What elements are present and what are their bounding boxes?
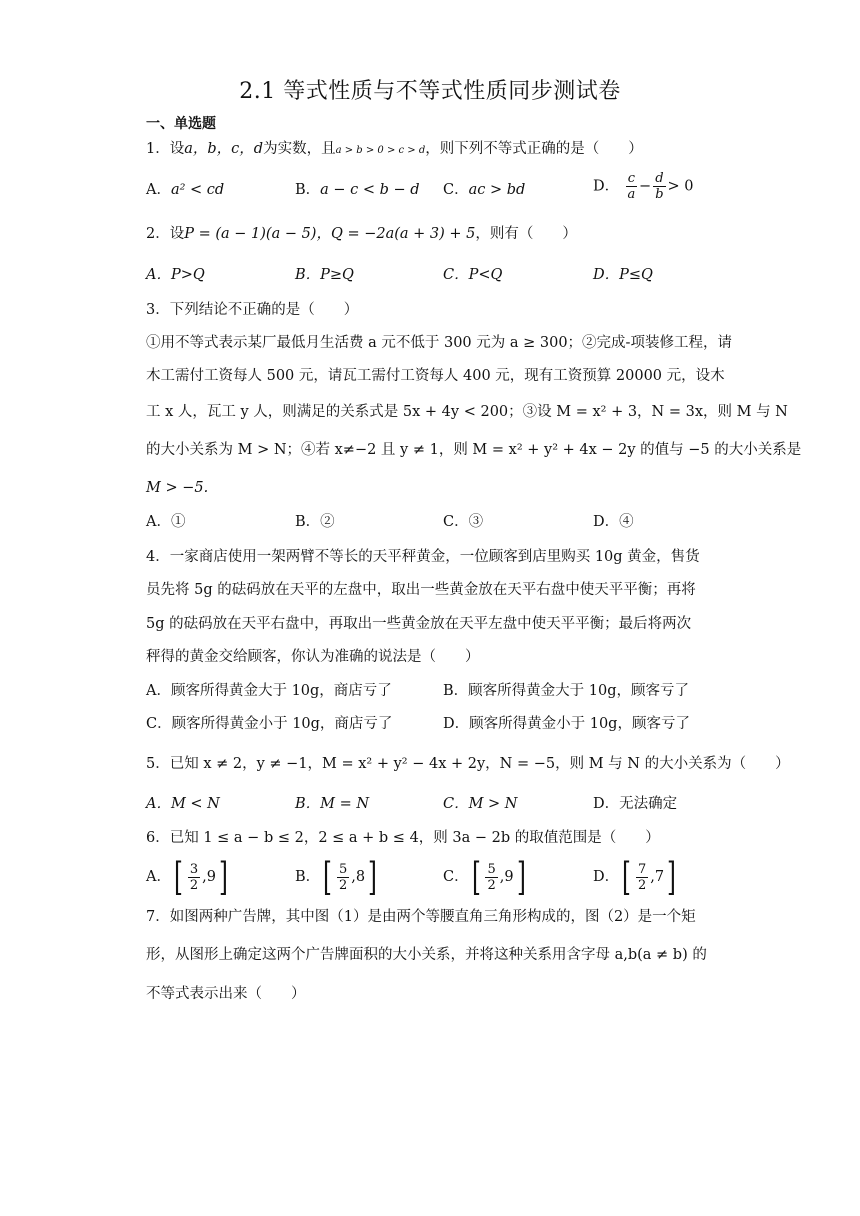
q6-b-right: ,8 (351, 869, 366, 885)
question-2-stem (146, 224, 726, 244)
q6-option-d[interactable]: D． [ $\frac{7}{2}$ ,7 ] (593, 855, 676, 899)
q3-option-c[interactable]: C．③ (443, 514, 484, 530)
q3-option-a[interactable]: A．① (146, 514, 186, 530)
q1-option-c-expr: ac > bd (468, 182, 526, 198)
q1-option-c[interactable] (443, 180, 525, 200)
q6-option-c-label: C． (443, 869, 469, 885)
q6-option-c[interactable]: C． [ $\frac{5}{2}$ ,9 ] (443, 855, 526, 899)
q6-d-right: ,7 (650, 869, 665, 885)
q6-a-right: ,9 (202, 869, 216, 885)
question-4-line-1: 4．一家商店使用一架两臂不等长的天平秤黄金，一位顾客到店里购买 10g 黄金，售货 (146, 549, 700, 565)
page-title: 2.1 等式性质与不等式性质同步测试卷 (239, 79, 621, 104)
q3-line-3: 工 x 人，瓦工 y 人，则满足的关系式是 5x + 4y < 200；③设 M = x² + 3，N = 3x，则 M 与 N (146, 404, 788, 420)
q6-c-right: ,9 (499, 869, 514, 885)
fraction-d-over-b: $\frac{d}{b}$ (655, 171, 664, 202)
q1-option-b[interactable] (295, 180, 420, 200)
q4-option-d[interactable]: D．顾客所得黄金小于 10g，顾客亏了 (443, 716, 690, 732)
q1-option-a-expr: a² < cd (170, 182, 225, 198)
q2-expr: P = (a − 1)(a − 5)，Q = −2a(a + 3) + 5 (184, 226, 476, 242)
q1-option-b-expr: a − c < b − d (320, 182, 420, 198)
question-7-line-1: 7．如图两种广告牌，其中图（1）是由两个等腰直角三角形构成的，图（2）是一个矩 (146, 909, 696, 925)
q4-option-a[interactable]: A．顾客所得黄金大于 10g，商店亏了 (146, 683, 392, 699)
q6-option-b-label: B． (295, 869, 321, 885)
q1-option-c-label: C． (443, 182, 469, 198)
q6-b-num: 5 (338, 861, 348, 877)
q4-line-4: 秤得的黄金交给顾客，你认为准确的说法是（ ） (146, 649, 480, 665)
q2-text: 2．设 (146, 226, 185, 242)
q6-c-den: 2 (487, 877, 496, 893)
q1-option-a[interactable] (146, 180, 224, 200)
q7-line-2: 形，从图形上确定这两个广告牌面积的大小关系，并将这种关系用含字母 a,b(a ≠ b) 的 (146, 947, 707, 963)
q1-text-a: 1．设 (146, 141, 185, 157)
q1-vars: a，b，c，d (184, 141, 264, 157)
fraction-c-over-a: $\frac{c}{a}$ (627, 171, 636, 202)
q6-a-den: 2 (189, 877, 199, 893)
q2-tail: ，则有（ ） (475, 226, 577, 242)
q5-option-b[interactable]: B．M = N (295, 796, 370, 812)
q5-option-d[interactable]: D．无法确定 (593, 796, 678, 812)
q1-condition: a > b > 0 > c > d (335, 145, 426, 156)
question-5-stem: 5．已知 x ≠ 2，y ≠ −1，M = x² + y² − 4x + 2y，N = −5，则 M 与 N 的大小关系为（ ） (146, 756, 790, 772)
section-heading: 一、单选题 (146, 116, 216, 132)
q3-line-1: ①用不等式表示某厂最低月生活费 a 元不低于 300 元为 a ≥ 300；②完成-项装修工程，请 (146, 335, 732, 351)
q6-option-a[interactable]: A． [ $\frac{3}{2}$ ,9 ] (146, 855, 228, 899)
q2-option-b[interactable]: B．P≥Q (295, 267, 354, 283)
q6-d-den: 2 (637, 877, 647, 893)
question-3-stem: 3．下列结论不正确的是（ ） (146, 302, 359, 318)
q5-option-c[interactable]: C．M > N (443, 796, 518, 812)
q4-line-2: 员先将 5g 的砝码放在天平的左盘中，取出一些黄金放在天平右盘中使天平平衡；再将 (146, 582, 696, 598)
q1-option-d-label: D． (593, 178, 620, 195)
q6-option-d-label: D． (593, 869, 620, 885)
q2-option-a[interactable]: A．P>Q (146, 267, 205, 283)
q4-option-c[interactable]: C．顾客所得黄金小于 10g，商店亏了 (146, 716, 393, 732)
q4-line-3: 5g 的砝码放在天平右盘中，再取出一些黄金放在天平左盘中使天平平衡；最后将两次 (146, 616, 692, 632)
q6-d-num: 7 (637, 861, 647, 877)
q3-line-4: 的大小关系为 M > N；④若 x≠−2 且 y ≠ 1，则 M = x² + y² + 4x − 2y 的值与 −5 的大小关系是 (146, 442, 802, 458)
question-6-stem: 6．已知 1 ≤ a − b ≤ 2，2 ≤ a + b ≤ 4，则 3a − 2b 的取值范围是（ ） (146, 830, 660, 846)
q6-c-num: 5 (487, 861, 496, 877)
q2-option-d[interactable]: D．P≤Q (593, 267, 653, 283)
q4-option-b[interactable]: B．顾客所得黄金大于 10g，顾客亏了 (443, 683, 689, 699)
q6-option-a-label: A． (146, 869, 171, 885)
q3-line-5: M > −5. (146, 480, 209, 496)
q3-option-d[interactable]: D．④ (593, 514, 634, 530)
q3-line-2: 木工需付工资每人 500 元，请瓦工需付工资每人 400 元，现有工资预算 20000 元，设木 (146, 368, 725, 384)
q1-option-a-label: A． (146, 182, 171, 198)
q1-text-b: 为实数，且 (263, 141, 336, 157)
q6-b-den: 2 (338, 877, 348, 893)
q2-option-c[interactable]: C．P<Q (443, 267, 503, 283)
q7-line-3: 不等式表示出来（ ） (146, 986, 306, 1002)
q6-a-num: 3 (189, 861, 199, 877)
q1-option-b-label: B． (295, 182, 321, 198)
question-1-stem (146, 139, 726, 161)
q1-text-c: ，则下列不等式正确的是（ ） (425, 141, 643, 157)
q5-option-a[interactable]: A．M < N (146, 796, 220, 812)
q6-option-b[interactable]: B． [ $\frac{5}{2}$ ,8 ] (295, 855, 377, 899)
q1-option-d[interactable]: D． $\frac{c}{a}$ − $\frac{d}{b}$ > 0 (593, 171, 694, 202)
q3-option-b[interactable]: B．② (295, 514, 335, 530)
